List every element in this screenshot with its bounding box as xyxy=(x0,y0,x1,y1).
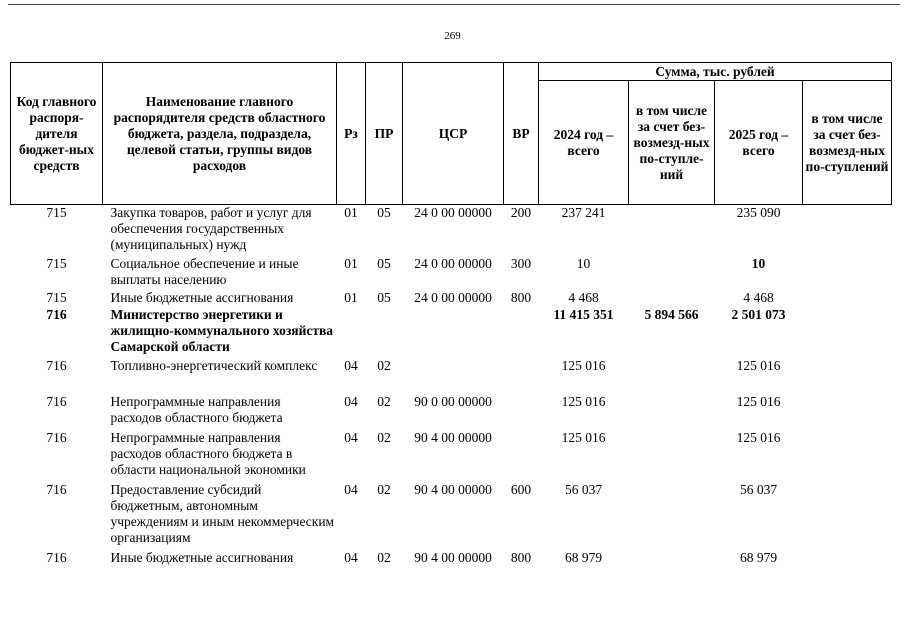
table-row xyxy=(11,358,892,394)
cell-2025-total: 235 090 xyxy=(736,205,781,220)
cell-2025-grant xyxy=(803,394,892,430)
table-row xyxy=(11,550,892,568)
cell-2025-grant xyxy=(803,290,892,307)
cell-2025-grant xyxy=(803,482,892,550)
cell-pr: 02 xyxy=(377,429,391,445)
cell-name: Закупка товаров, работ и услуг для обеспечения государственных (муниципальных) нужд xyxy=(110,205,312,252)
cell-vr xyxy=(504,430,539,482)
header-2024-grant: в том числе за счет без-возмезд-ных по-ступле-ний xyxy=(629,81,715,205)
cell-name: Министерство энергетики и жилищно-коммунального хозяйства Самарской области xyxy=(110,306,334,354)
table-row xyxy=(11,430,892,482)
cell-name: Социальное обеспечение и иные выплаты населению xyxy=(110,255,299,287)
cell-2024-total: 4 468 xyxy=(568,289,599,305)
cell-2025-grant xyxy=(803,550,892,568)
cell-2024-total: 11 415 351 xyxy=(553,306,614,322)
cell-2024-total: 56 037 xyxy=(564,481,603,497)
cell-rz: 01 xyxy=(344,289,358,305)
cell-2024-total: 125 016 xyxy=(561,429,606,445)
table-row xyxy=(11,256,892,290)
cell-name: Иные бюджетные ассигнования xyxy=(110,549,294,565)
cell-name: Иные бюджетные ассигнования xyxy=(110,289,294,305)
cell-csr: 90 4 00 00000 xyxy=(414,429,492,445)
cell-csr xyxy=(403,358,504,394)
cell-2025-total: 4 468 xyxy=(743,289,774,305)
cell-2024-grant xyxy=(629,205,715,256)
cell-vr: 300 xyxy=(510,255,532,271)
cell-2024-grant xyxy=(629,430,715,482)
cell-2025-total: 125 016 xyxy=(736,357,781,373)
cell-code: 715 xyxy=(46,205,67,220)
cell-rz: 01 xyxy=(344,255,358,271)
cell-2024-grant xyxy=(629,482,715,550)
table-row xyxy=(11,307,892,358)
cell-2024-total: 68 979 xyxy=(564,549,603,565)
header-2025-grant: в том числе за счет без-возмезд-ных по-ступлений xyxy=(803,81,892,205)
cell-pr: 05 xyxy=(377,255,391,271)
cell-pr xyxy=(366,307,403,358)
cell-2024-grant xyxy=(629,358,715,394)
cell-2025-grant xyxy=(803,430,892,482)
cell-name: Предоставление субсидий бюджетным, автономным учреждениям и иным некоммерческим организациям xyxy=(110,481,335,545)
cell-2025-total: 125 016 xyxy=(736,393,781,409)
cell-code: 716 xyxy=(46,393,67,409)
cell-vr: 200 xyxy=(510,205,532,220)
table-row xyxy=(11,290,892,307)
header-csr: ЦСР xyxy=(403,63,504,205)
cell-pr: 05 xyxy=(377,289,391,305)
header-rz: Рз xyxy=(337,63,366,205)
cell-2024-grant xyxy=(629,256,715,290)
header-vr: ВР xyxy=(504,63,539,205)
cell-2025-total: 2 501 073 xyxy=(731,306,786,322)
cell-2024-grant xyxy=(629,290,715,307)
cell-pr: 05 xyxy=(377,205,391,220)
table-row xyxy=(11,394,892,430)
cell-2024-total: 10 xyxy=(576,255,591,271)
page-number: 269 xyxy=(444,30,461,42)
cell-2025-grant xyxy=(803,256,892,290)
cell-name: Топливно-энергетический комплекс xyxy=(110,357,318,373)
header-sum: Сумма, тыс. рублей xyxy=(539,63,892,81)
header-2025-total: 2025 год – всего xyxy=(715,81,803,205)
cell-code: 716 xyxy=(46,481,67,497)
cell-rz: 04 xyxy=(344,393,358,409)
cell-csr: 90 4 00 00000 xyxy=(414,481,492,497)
cell-name: Непрограммные направления расходов областного бюджета xyxy=(110,393,283,425)
cell-2025-total: 125 016 xyxy=(736,429,781,445)
cell-rz: 04 xyxy=(344,549,358,565)
cell-2025-grant xyxy=(803,307,892,358)
cell-vr xyxy=(504,307,539,358)
cell-2025-total: 56 037 xyxy=(739,481,778,497)
top-rule xyxy=(8,4,900,5)
cell-code: 715 xyxy=(46,289,67,305)
cell-vr xyxy=(504,394,539,430)
cell-2024-grant xyxy=(629,550,715,568)
cell-name: Непрограммные направления расходов областного бюджета в области национальной экономики xyxy=(110,429,306,477)
cell-rz: 04 xyxy=(344,429,358,445)
cell-code: 715 xyxy=(46,255,67,271)
cell-vr: 600 xyxy=(510,481,532,497)
cell-vr xyxy=(504,358,539,394)
cell-rz: 04 xyxy=(344,357,358,373)
cell-pr: 02 xyxy=(377,393,391,409)
cell-csr xyxy=(403,307,504,358)
cell-vr: 800 xyxy=(510,289,532,305)
cell-2024-total: 237 241 xyxy=(561,205,606,220)
cell-code: 716 xyxy=(46,357,67,373)
cell-csr: 90 0 00 00000 xyxy=(414,393,492,409)
cell-code: 716 xyxy=(46,429,67,445)
cell-pr: 02 xyxy=(377,549,391,565)
cell-csr: 90 4 00 00000 xyxy=(414,549,492,565)
cell-2024-total: 125 016 xyxy=(561,393,606,409)
budget-table xyxy=(10,62,892,568)
cell-rz: 04 xyxy=(344,481,358,497)
cell-2025-grant xyxy=(803,358,892,394)
cell-rz: 01 xyxy=(344,205,358,220)
cell-vr: 800 xyxy=(510,549,532,565)
cell-2024-grant: 5 894 566 xyxy=(644,306,699,322)
cell-csr: 24 0 00 00000 xyxy=(414,205,492,220)
header-name: Наименование главного распорядителя средств областного бюджета, раздела, подраздела, целевой статьи, группы видов расходов xyxy=(103,63,337,205)
cell-pr: 02 xyxy=(377,481,391,497)
cell-2024-grant xyxy=(629,394,715,430)
table-row xyxy=(11,482,892,550)
table-row xyxy=(11,205,892,256)
cell-2024-total: 125 016 xyxy=(561,357,606,373)
cell-code: 716 xyxy=(46,306,67,322)
cell-code: 716 xyxy=(46,549,67,565)
cell-csr: 24 0 00 00000 xyxy=(414,255,492,271)
cell-2025-total: 10 xyxy=(751,255,766,271)
cell-csr: 24 0 00 00000 xyxy=(414,289,492,305)
cell-2025-total: 68 979 xyxy=(739,549,778,565)
header-code: Код главного распоря-дителя бюджет-ных средств xyxy=(11,63,103,205)
cell-rz xyxy=(337,307,366,358)
header-2024-total: 2024 год – всего xyxy=(539,81,629,205)
cell-pr: 02 xyxy=(377,357,391,373)
header-pr: ПР xyxy=(366,63,403,205)
cell-2025-grant xyxy=(803,205,892,256)
